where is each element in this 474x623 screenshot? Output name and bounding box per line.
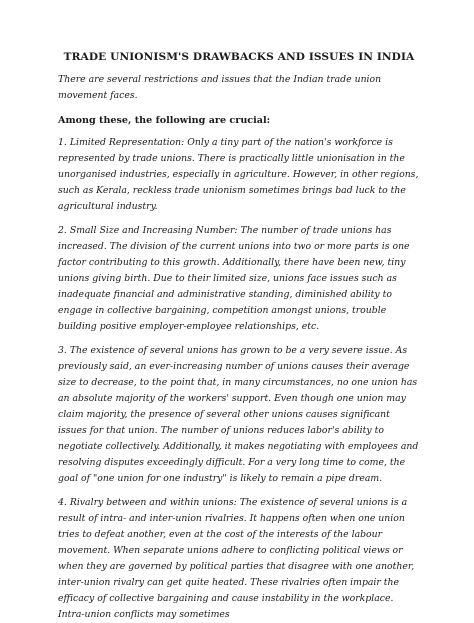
section-subheading: Among these, the following are crucial: <box>58 115 271 126</box>
paragraph-multiple-unions: 3. The existence of several unions has grown to be a very severe issue. As previously said, an ever-increasing number of unions causes their average size to decrease, to the point that, in many circumstances, no one union has an absolute majority of the workers' support. Even though one union may claim majority, the presence of several other unions causes significant issues for that union. The number of unions reduces labor's ability to negotiate collectively. Additionally, it makes negotiating with employees and resolving disputes exceedingly difficult. For a very long time to come, the goal of "one union for one industry" is likely to remain a pipe dream. <box>58 345 419 484</box>
paragraph-small-size: 2. Small Size and Increasing Number: The number of trade unions has increased. The division of the current unions into two or more parts is one factor contributing to this growth. Additionally, there have been new, tiny unions giving birth. Due to their limited size, unions face issues such as inadequate financial and administrative standing, diminished ability to engage in collective bargaining, competition amongst unions, trouble building positive employer-employee relationships, etc. <box>58 225 410 332</box>
intro-paragraph: There are several restrictions and issues that the Indian trade union movement faces. <box>58 74 382 101</box>
paragraph-rivalry: 4. Rivalry between and within unions: The existence of several unions is a result of intra- and inter-union rivalries. It happens often when one union tries to defeat another, even at the cost of the interests of the labour movement. When separate unions adhere to conflicting political views or when they are governed by political parties that disagree with one another, inter-union rivalry can get quite heated. These rivalries often impair the efficacy of collective bargaining and cause instability in the workplace. Intra-union conflicts may sometimes <box>58 497 415 620</box>
paragraph-limited-representation: 1. Limited Representation: Only a tiny part of the nation's workforce is represented by trade unions. There is practically little unionisation in the unorganised industries, especially in agriculture. However, in other regions, such as Kerala, reckless trade unionism sometimes brings bad luck to the agricultural industry. <box>58 137 419 212</box>
page-title: TRADE UNIONISM'S DRAWBACKS AND ISSUES IN INDIA <box>63 51 415 63</box>
